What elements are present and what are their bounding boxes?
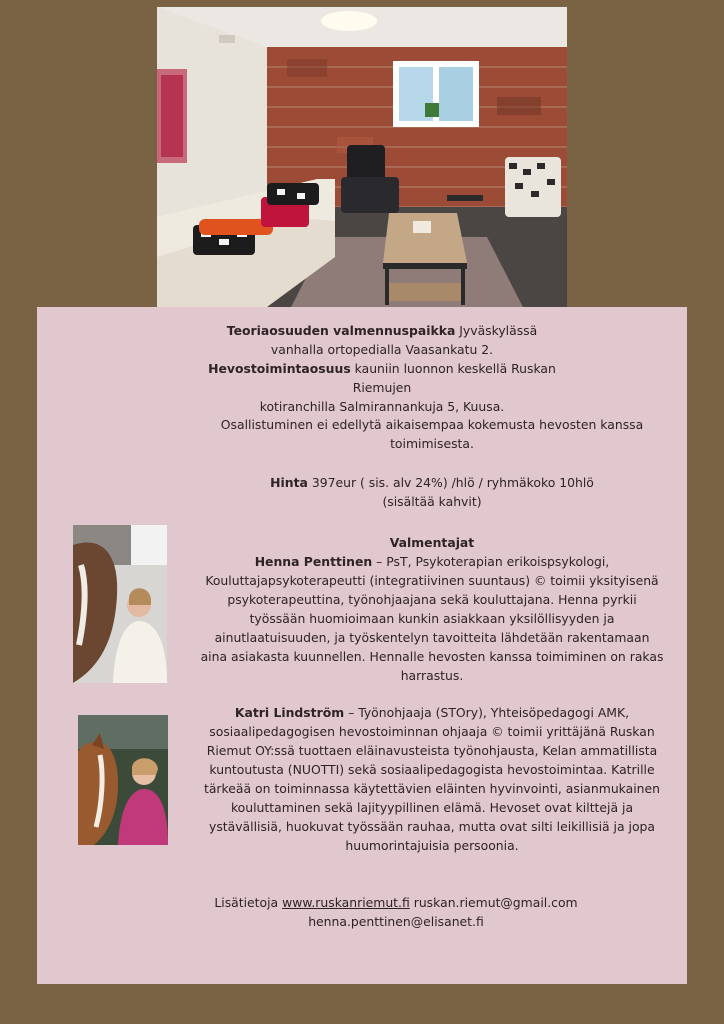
horse-place: kauniin luonnon keskellä Ruskan Riemujen (350, 361, 556, 395)
katri-photo (78, 715, 168, 845)
henna-horse-portrait (73, 525, 167, 683)
contact-section (187, 893, 605, 931)
katri-title: – Työnohjaaja (STOry), Yhteisöpedagogi AMK, (344, 705, 630, 720)
henna-line-5: ainutlaatuisuuden, ja työskentelyn tavoitteita lähdetään rakentamaan (214, 630, 650, 645)
price-label: Hinta (270, 475, 308, 490)
horse-location (187, 359, 577, 397)
price-section (187, 473, 677, 511)
henna-line-1 (177, 552, 687, 571)
price-value: 397eur ( sis. alv 24%) /hlö / ryhmäkoko 10hlö (307, 475, 594, 490)
venue-section (187, 321, 577, 416)
contact-email-2[interactable]: henna.penttinen@elisanet.fi (308, 914, 484, 929)
website-link[interactable]: www.ruskanriemut.fi (282, 895, 410, 910)
katri-line-8: huumorintajuisia persoonia. (345, 838, 519, 853)
contact-email-1[interactable]: ruskan.riemut@gmail.com (409, 895, 578, 910)
henna-title: – PsT, Psykoterapian erikoispsykologi, (372, 554, 610, 569)
theory-label: Teoriaosuuden valmennuspaikka (226, 323, 456, 338)
katri-line-2: sosiaalipedagogisen hevostoiminnan ohjaaja © toimii yrittäjänä Ruskan (209, 724, 655, 739)
contact-label: Lisätietoja (214, 895, 283, 910)
katri-line-7: ystävällisiä, huokuvat työssään rauhaa, mutta ovat silti leikillisiä ja jopa (208, 819, 656, 834)
coaches-heading: Valmentajat (389, 535, 475, 550)
venue-photo (157, 7, 567, 315)
katri-horse-portrait (78, 715, 168, 845)
info-card (37, 307, 687, 984)
henna-photo (73, 525, 167, 683)
katri-line-4: kuntoutusta (NUOTTI) sekä sosiaalipedagogista hevostoimintaa. Katrille (209, 762, 655, 777)
theory-address: vanhalla ortopedialla Vaasankatu 2. (270, 342, 494, 357)
requirements-line-1: Osallistuminen ei edellytä aikaisempaa kokemusta hevosten kanssa (220, 417, 644, 432)
katri-name: Katri Lindström (234, 705, 345, 720)
price-line (187, 473, 677, 492)
horse-label: Hevostoimintaosuus (208, 361, 351, 376)
henna-line-3: psykoterapeuttina, työnohjaajana sekä kouluttajana. Henna pyrkii (227, 592, 637, 607)
henna-line-7: harrastus. (400, 668, 464, 683)
contact-line-1 (187, 893, 605, 912)
requirements-section (187, 415, 677, 453)
theory-location (187, 321, 577, 340)
katri-line-1 (177, 703, 687, 722)
room-illustration (157, 7, 567, 315)
katri-line-6: kouluttaminen sekä lajityypillinen elämä. Hevoset ovat kilttejä ja (230, 800, 634, 815)
katri-section (177, 703, 687, 855)
henna-line-6: aina asiakasta kuunnellen. Hennalle hevosten kanssa toimiminen on rakas (200, 649, 664, 664)
horse-address: kotiranchilla Salmirannankuja 5, Kuusa. (259, 399, 505, 414)
theory-place: Jyväskylässä (455, 323, 538, 338)
henna-line-4: työssään huomioimaan kunkin asiakkaan yksilöllisyyden ja (249, 611, 615, 626)
katri-line-5: tärkeää on toiminnassa käytettävien eläinten hyvinvointi, asianmukainen (203, 781, 660, 796)
requirements-line-2: toimimisesta. (390, 436, 474, 451)
henna-section (177, 533, 687, 685)
henna-name: Henna Penttinen (254, 554, 373, 569)
henna-line-2: Kouluttajapsykoterapeutti (integratiivinen suuntaus) © toimii yksityisenä (205, 573, 659, 588)
price-note: (sisältää kahvit) (382, 494, 482, 509)
katri-line-3: Riemut OY:ssä tuottaen eläinavusteista työnohjausta, Kelan ammatillista (206, 743, 658, 758)
